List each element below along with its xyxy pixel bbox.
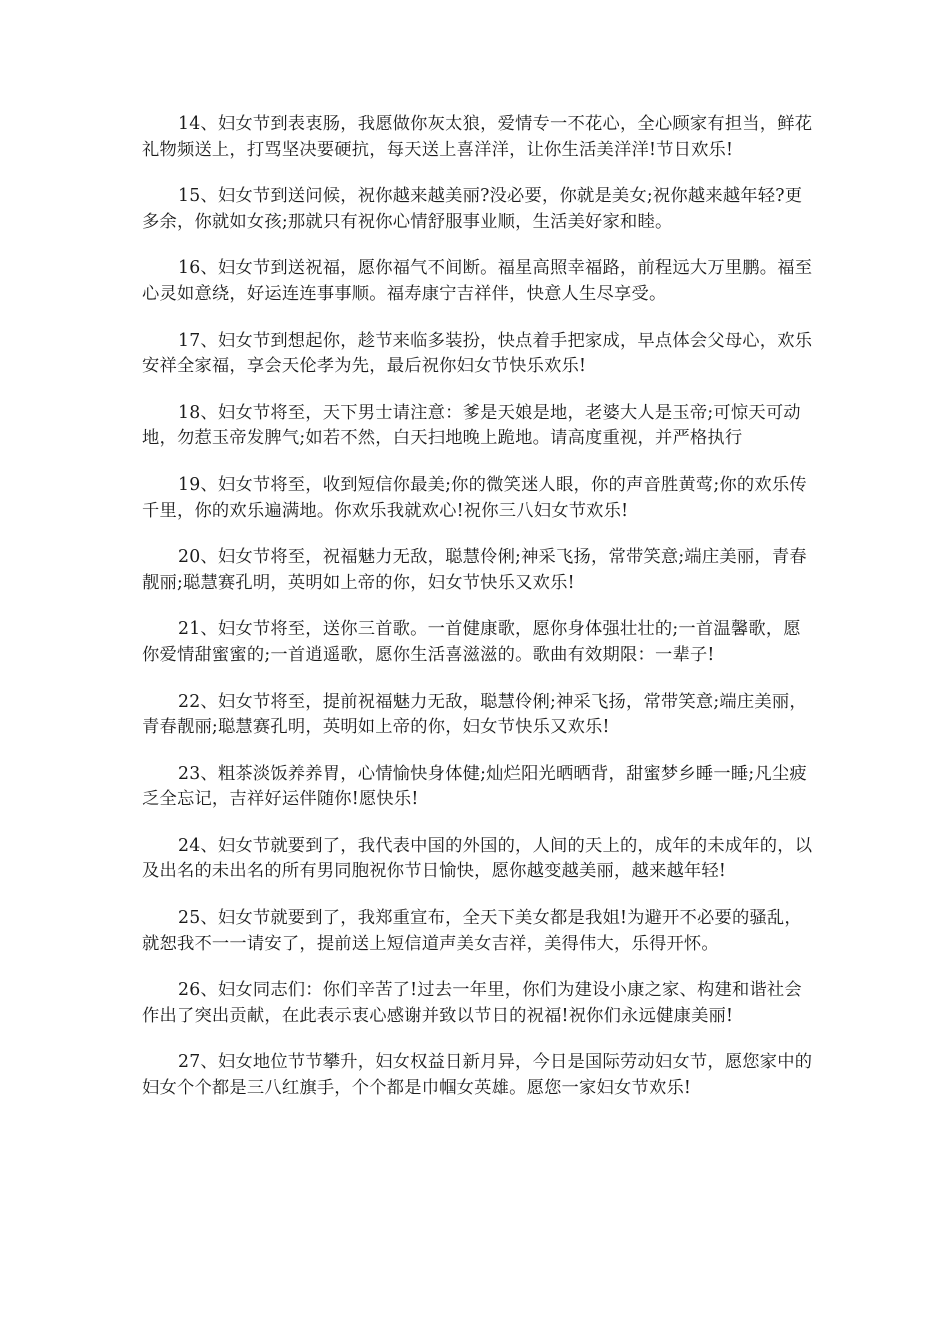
- paragraph-26: 26、妇女同志们：你们辛苦了!过去一年里，你们为建设小康之家、构建和谐社会作出了突出贡献，在此表示衷心感谢并致以节日的祝福!祝你们永远健康美丽!: [142, 980, 802, 1026]
- paragraph-22: 22、妇女节将至，提前祝福魅力无敌，聪慧伶俐;神采飞扬，常带笑意;端庄美丽，青春靓丽;聪慧赛孔明，英明如上帝的你，妇女节快乐又欢乐!: [142, 691, 807, 738]
- document-body: [142, 112, 814, 1123]
- paragraph-21: 21、妇女节将至，送你三首歌。一首健康歌，愿你身体强壮壮的;一首温馨歌，愿你爱情甜蜜蜜的;一首逍遥歌，愿你生活喜滋滋的。歌曲有效期限：一辈子!: [142, 619, 801, 665]
- paragraph-16: 16、妇女节到送祝福，愿你福气不间断。福星高照幸福路，前程远大万里鹏。福至心灵如意绕，好运连连事事顺。福寿康宁吉祥伴，快意人生尽享受。: [142, 258, 813, 304]
- paragraph-15: 15、妇女节到送问候，祝你越来越美丽?没必要，你就是美女;祝你越来越年轻?更多余，你就如女孩;那就只有祝你心情舒服事业顺，生活美好家和睦。: [142, 186, 803, 232]
- paragraph-17: 17、妇女节到想起你，趁节来临多装扮，快点着手把家成，早点体会父母心，欢乐安祥全家福，享会天伦孝为先，最后祝你妇女节快乐欢乐!: [142, 330, 813, 377]
- paragraph-24: 24、妇女节就要到了，我代表中国的外国的，人间的天上的，成年的未成年的，以及出名的未出名的所有男同胞祝你节日愉快，愿你越变越美丽，越来越年轻!: [142, 835, 813, 882]
- paragraph-18: 18、妇女节将至，天下男士请注意：爹是天娘是地，老婆大人是玉帝;可惊天可动地，勿惹玉帝发脾气;如若不然，白天扫地晚上跪地。请高度重视，并严格执行: [142, 402, 801, 449]
- paragraph-20: 20、妇女节将至，祝福魅力无敌，聪慧伶俐;神采飞扬，常带笑意;端庄美丽，青春靓丽;聪慧赛孔明，英明如上帝的你，妇女节快乐又欢乐!: [142, 547, 807, 593]
- paragraph-19: 19、妇女节将至，收到短信你最美;你的微笑迷人眼，你的声音胜黄莺;你的欢乐传千里，你的欢乐遍满地。你欢乐我就欢心!祝你三八妇女节欢乐!: [142, 474, 807, 521]
- paragraph-23: 23、粗茶淡饭养养胃，心情愉快身体健;灿烂阳光晒晒背，甜蜜梦乡睡一睡;凡尘疲乏全忘记，吉祥好运伴随你!愿快乐!: [142, 763, 807, 810]
- paragraph-27: 27、妇女地位节节攀升，妇女权益日新月异，今日是国际劳动妇女节，愿您家中的妇女个个都是三八红旗手，个个都是巾帼女英雄。愿您一家妇女节欢乐!: [142, 1052, 813, 1099]
- paragraph-25: 25、妇女节就要到了，我郑重宣布，全天下美女都是我姐!为避开不必要的骚乱，就恕我不一一请安了，提前送上短信道声美女吉祥，美得伟大，乐得开怀。: [142, 908, 802, 954]
- paragraph-14: 14、妇女节到表衷肠，我愿做你灰太狼，爱情专一不花心，全心顾家有担当，鲜花礼物频送上，打骂坚决要硬抗，每天送上喜洋洋，让你生活美洋洋!节日欢乐!: [142, 114, 813, 160]
